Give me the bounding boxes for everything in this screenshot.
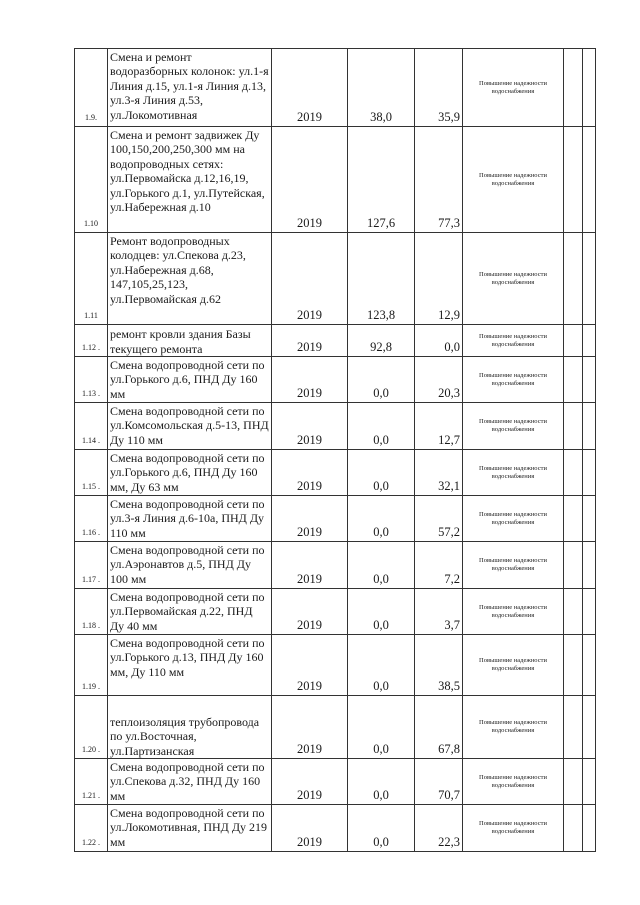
value-cell: 70,7 — [415, 759, 463, 805]
empty-cell — [564, 325, 583, 357]
value-cell: 3,7 — [415, 589, 463, 635]
value-cell: 0,0 — [348, 357, 415, 403]
value-cell: 0,0 — [348, 696, 415, 759]
value-cell: 92,8 — [348, 325, 415, 357]
value-cell: 20,3 — [415, 357, 463, 403]
row-number: 1.20 . — [75, 696, 108, 759]
table-row — [75, 635, 596, 696]
purpose-note: Повышение надежности водоснабжения — [463, 635, 564, 696]
value-cell: 22,3 — [415, 805, 463, 852]
empty-cell — [564, 49, 583, 127]
empty-cell — [583, 635, 596, 696]
empty-cell — [564, 496, 583, 542]
value-cell: 38,0 — [348, 49, 415, 127]
value-cell: 0,0 — [348, 635, 415, 696]
empty-cell — [564, 450, 583, 496]
value-cell: 0,0 — [348, 403, 415, 450]
year-cell: 2019 — [272, 233, 348, 325]
empty-cell — [564, 542, 583, 589]
purpose-note: Повышение надежности водоснабжения — [463, 589, 564, 635]
row-number: 1.12 . — [75, 325, 108, 357]
work-description: Смена водопроводной сети по ул.Аэронавтов д.5, ПНД Ду 100 мм — [108, 542, 272, 589]
empty-cell — [583, 589, 596, 635]
purpose-note: Повышение надежности водоснабжения — [463, 127, 564, 233]
work-description: Смена водопроводной сети по ул.Горького д.13, ПНД Ду 160 мм, Ду 110 мм — [108, 635, 272, 696]
row-number: 1.11 — [75, 233, 108, 325]
row-number: 1.22 . — [75, 805, 108, 852]
year-cell: 2019 — [272, 127, 348, 233]
row-number: 1.15 . — [75, 450, 108, 496]
value-cell: 123,8 — [348, 233, 415, 325]
purpose-note: Повышение надежности водоснабжения — [463, 805, 564, 852]
row-number: 1.17 . — [75, 542, 108, 589]
year-cell: 2019 — [272, 759, 348, 805]
year-cell: 2019 — [272, 805, 348, 852]
work-description: Смена водопроводной сети по ул.Локомотивная, ПНД Ду 219 мм — [108, 805, 272, 852]
work-description: ремонт кровли здания Базы текущего ремонта — [108, 325, 272, 357]
value-cell: 12,7 — [415, 403, 463, 450]
row-number: 1.18 . — [75, 589, 108, 635]
empty-cell — [564, 403, 583, 450]
year-cell: 2019 — [272, 696, 348, 759]
table-row — [75, 450, 596, 496]
purpose-note: Повышение надежности водоснабжения — [463, 759, 564, 805]
empty-cell — [564, 127, 583, 233]
purpose-note: Повышение надежности водоснабжения — [463, 542, 564, 589]
table-row — [75, 127, 596, 233]
value-cell: 12,9 — [415, 233, 463, 325]
value-cell: 0,0 — [348, 759, 415, 805]
value-cell: 67,8 — [415, 696, 463, 759]
work-description: теплоизоляция трубопровода по ул.Восточная, ул.Партизанская — [108, 696, 272, 759]
value-cell: 0,0 — [348, 496, 415, 542]
work-description: Смена водопроводной сети по ул.Первомайская д.22, ПНД Ду 40 мм — [108, 589, 272, 635]
purpose-note: Повышение надежности водоснабжения — [463, 496, 564, 542]
value-cell: 0,0 — [348, 450, 415, 496]
table-row — [75, 696, 596, 759]
row-number: 1.13 . — [75, 357, 108, 403]
empty-cell — [583, 805, 596, 852]
year-cell: 2019 — [272, 403, 348, 450]
empty-cell — [564, 357, 583, 403]
empty-cell — [564, 805, 583, 852]
value-cell: 57,2 — [415, 496, 463, 542]
table-row — [75, 49, 596, 127]
work-description: Смена водопроводной сети по ул.3-я Линия д.6-10а, ПНД Ду 110 мм — [108, 496, 272, 542]
empty-cell — [583, 49, 596, 127]
table-row — [75, 805, 596, 852]
work-description: Ремонт водопроводных колодцев: ул.Спекова д.23, ул.Набережная д.68, 147,105,25,123, ул.Первомайская д.62 — [108, 233, 272, 325]
empty-cell — [583, 357, 596, 403]
empty-cell — [583, 696, 596, 759]
year-cell: 2019 — [272, 496, 348, 542]
value-cell: 0,0 — [348, 589, 415, 635]
purpose-note: Повышение надежности водоснабжения — [463, 357, 564, 403]
table-row — [75, 759, 596, 805]
row-number: 1.16 . — [75, 496, 108, 542]
row-number: 1.10 — [75, 127, 108, 233]
table-row — [75, 403, 596, 450]
table-row — [75, 357, 596, 403]
work-description: Смена водопроводной сети по ул.Спекова д.32, ПНД Ду 160 мм — [108, 759, 272, 805]
table-row — [75, 589, 596, 635]
empty-cell — [564, 233, 583, 325]
row-number: 1.9. — [75, 49, 108, 127]
purpose-note: Повышение надежности водоснабжения — [463, 49, 564, 127]
empty-cell — [583, 759, 596, 805]
table-row — [75, 542, 596, 589]
empty-cell — [564, 696, 583, 759]
empty-cell — [583, 403, 596, 450]
purpose-note: Повышение надежности водоснабжения — [463, 403, 564, 450]
purpose-note: Повышение надежности водоснабжения — [463, 325, 564, 357]
work-description: Смена и ремонт задвижек Ду 100,150,200,250,300 мм на водопроводных сетях: ул.Первомайска д.12,16,19, ул.Горького д.1, ул.Путейская, ул.Набережная д.10 — [108, 127, 272, 233]
value-cell: 0,0 — [415, 325, 463, 357]
row-number: 1.14 . — [75, 403, 108, 450]
year-cell: 2019 — [272, 635, 348, 696]
value-cell: 0,0 — [348, 542, 415, 589]
empty-cell — [583, 542, 596, 589]
work-description: Смена водопроводной сети по ул.Горького д.6, ПНД Ду 160 мм, Ду 63 мм — [108, 450, 272, 496]
work-plan-table — [74, 48, 596, 852]
empty-cell — [583, 233, 596, 325]
year-cell: 2019 — [272, 49, 348, 127]
year-cell: 2019 — [272, 325, 348, 357]
row-number: 1.21 . — [75, 759, 108, 805]
value-cell: 127,6 — [348, 127, 415, 233]
empty-cell — [564, 759, 583, 805]
work-description: Смена водопроводной сети по ул.Горького д.6, ПНД Ду 160 мм — [108, 357, 272, 403]
year-cell: 2019 — [272, 450, 348, 496]
purpose-note: Повышение надежности водоснабжения — [463, 450, 564, 496]
value-cell: 32,1 — [415, 450, 463, 496]
empty-cell — [583, 325, 596, 357]
empty-cell — [583, 127, 596, 233]
value-cell: 35,9 — [415, 49, 463, 127]
purpose-note: Повышение надежности водоснабжения — [463, 696, 564, 759]
table-row — [75, 233, 596, 325]
table-row — [75, 496, 596, 542]
value-cell: 77,3 — [415, 127, 463, 233]
purpose-note: Повышение надежности водоснабжения — [463, 233, 564, 325]
row-number: 1.19 . — [75, 635, 108, 696]
work-description: Смена и ремонт водоразборных колонок: ул.1-я Линия д.15, ул.1-я Линия д.13, ул.3-я Линия д.53, ул.Локомотивная — [108, 49, 272, 127]
empty-cell — [564, 589, 583, 635]
year-cell: 2019 — [272, 589, 348, 635]
empty-cell — [583, 450, 596, 496]
table-row — [75, 325, 596, 357]
value-cell: 38,5 — [415, 635, 463, 696]
year-cell: 2019 — [272, 542, 348, 589]
value-cell: 7,2 — [415, 542, 463, 589]
year-cell: 2019 — [272, 357, 348, 403]
empty-cell — [564, 635, 583, 696]
value-cell: 0,0 — [348, 805, 415, 852]
work-description: Смена водопроводной сети по ул.Комсомольская д.5-13, ПНД Ду 110 мм — [108, 403, 272, 450]
empty-cell — [583, 496, 596, 542]
